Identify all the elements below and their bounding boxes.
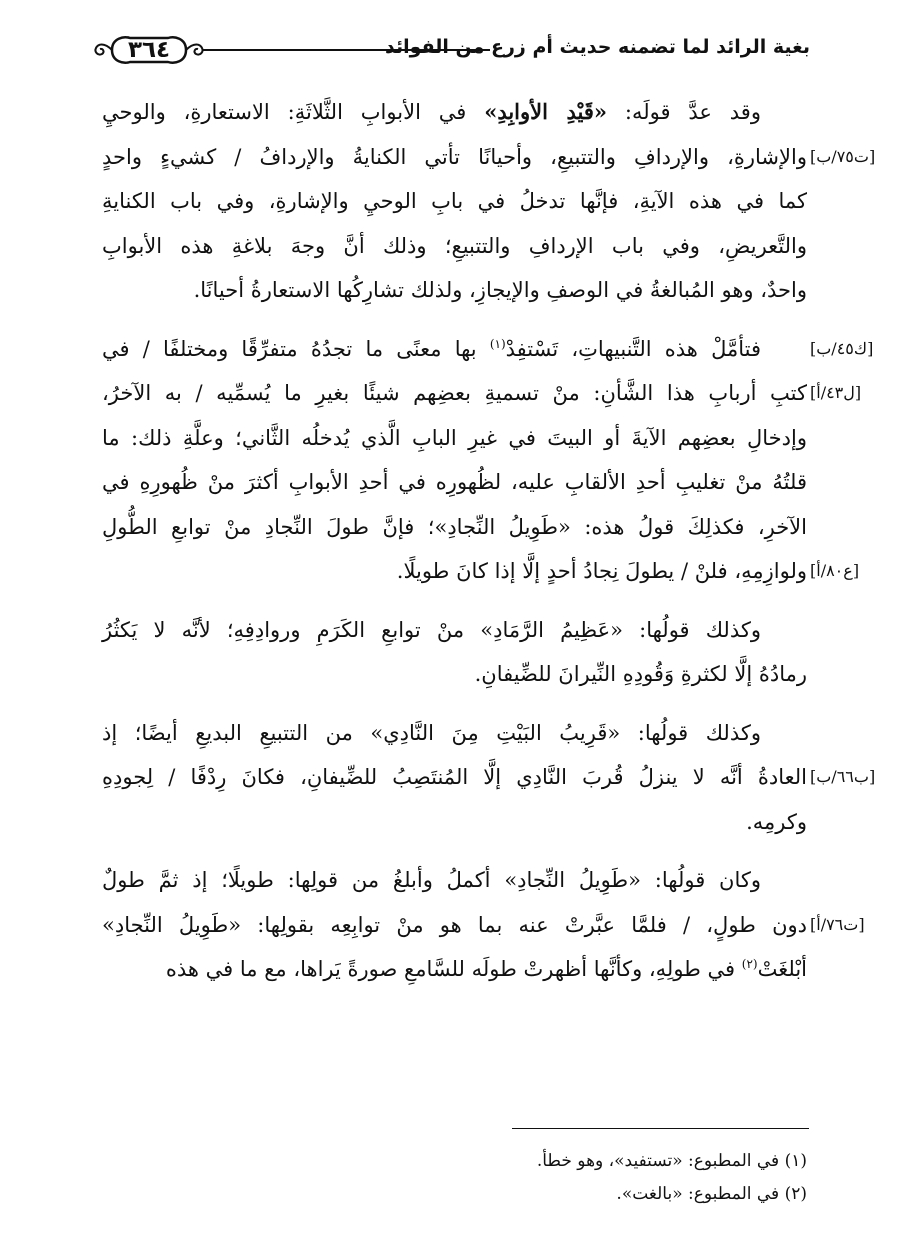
manuscript-folio-ref: [ت٧٥/ب] xyxy=(810,146,876,166)
manuscript-folio-ref: [ك٤٥/ب] xyxy=(810,338,874,358)
text-run: وقد عدَّ قولَه: xyxy=(607,100,761,124)
text-run: دون طولٍ، / فلمَّا عبَّرتْ عنه بما هو منْ توابِعِه بقولِها: «طَوِيلُ النِّجادِ» xyxy=(102,912,807,937)
text-run: والتَّعريضِ، وفي باب الإردافِ والتتبيعِ؛ وذلك أنَّ وجهَ بلاغةِ هذه الأبوابِ xyxy=(102,233,807,258)
page-number-ornament xyxy=(90,32,208,68)
text-run: وكذلك قولُها: «عَظِيمُ الرَّمَادِ» منْ توابعِ الكَرَمِ وروادِفِهِ؛ لأنَّه لا يَكثُرُ xyxy=(102,617,761,642)
text-line xyxy=(102,652,807,697)
text-run: وإدخالِ بعضِهم الآيةَ أو البيتَ في غيرِ البابِ الَّذي يُدخلُه الثَّاني؛ وعلَّةِ ذلك: ما xyxy=(102,425,807,450)
paragraph xyxy=(102,327,874,594)
text-line xyxy=(102,549,860,594)
footnote-separator xyxy=(512,1128,809,1129)
text-run: في طولِهِ، وكأنَّها أظهرتْ طولَه للسَّامعِ صورةً يَراها، مع ما في هذه xyxy=(165,957,742,981)
manuscript-folio-ref: [ت٧٦/أ] xyxy=(810,914,865,934)
paragraph xyxy=(102,711,876,845)
text-run: كتبِ أربابِ هذا الشَّأنِ: منْ تسميةِ بعضِهم شيئًا بغيرِ ما يُسمِّيه / به الآخرُ، xyxy=(102,381,807,405)
text-run: كما في هذه الآيةِ، فإنَّها تدخلُ في بابِ الوحيِ والإشارةِ، وفي باب الكنايةِ xyxy=(102,189,807,213)
main-text xyxy=(102,90,876,1006)
text-run: أبْلغَتْ xyxy=(757,957,807,981)
text-run: وكان قولُها: «طَوِيلُ النِّجادِ» أكملُ وأبلغُ من قولِها: طويلًا؛ إذ ثمَّ طولٌ xyxy=(102,868,761,892)
text-run: وكرمِه. xyxy=(746,809,807,834)
paragraph xyxy=(102,608,807,697)
text-line xyxy=(102,224,807,269)
text-line xyxy=(102,371,862,416)
paragraph xyxy=(102,90,876,313)
text-line xyxy=(102,800,807,845)
text-run: العادةُ أنَّه لا ينزلُ قُربَ النَّادِي إلَّا المُنتَصِبُ للضِّيفانِ، فكانَ رِدْفًا / لِجودِهِ xyxy=(102,765,807,789)
text-line xyxy=(102,460,807,505)
text-run: والإشارةِ، والإردافِ والتتبيعِ، وأحيانًا تأتي الكنايةُ والإردافُ / كشيءٍ واحدٍ xyxy=(102,144,807,169)
text-line xyxy=(102,711,807,756)
text-line xyxy=(102,755,876,800)
manuscript-folio-ref: [ل٤٣/أ] xyxy=(810,383,862,402)
text-line xyxy=(102,608,807,653)
text-line xyxy=(102,858,807,903)
text-run: واحدٌ، وهو المُبالغةُ في الوصفِ والإيجازِ، ولذلك تشارِكُها الاستعارةُ أحيانًا. xyxy=(193,278,807,302)
text-run: فتأمَّلْ هذه التَّنبيهاتِ، تَسْتفِدْ xyxy=(505,336,761,361)
text-run: رمادُهُ إلَّا لكثرةِ وَقُودِهِ النِّيرانَ للضِّيفانِ. xyxy=(474,662,807,686)
footnote-marker[interactable]: (٢) xyxy=(741,957,758,971)
text-line xyxy=(102,416,807,461)
text-line xyxy=(102,505,807,550)
text-run: وكذلك قولُها: «قَرِيبُ البَيْتِ مِنَ النَّادِي» من التتبيعِ البديعِ أيضًا؛ إذ xyxy=(102,720,761,745)
text-line xyxy=(102,268,807,313)
footnotes xyxy=(300,1145,807,1211)
page-header xyxy=(90,28,810,72)
footnote-item: (٢) في المطبوع: «بالغت». xyxy=(616,1184,807,1204)
text-run: بها معنًى ما تجدُهُ متفرِّقًا ومختلفًا / في xyxy=(102,336,490,361)
text-run: الآخرِ، فكذلِكَ قولُ هذه: «طَوِيلُ النِّجادِ»؛ فإنَّ طولَ النِّجادِ منْ توابعِ الطُّولِ xyxy=(102,514,807,539)
quoted-phrase: «قَيْدِ الأوابِدِ» xyxy=(484,99,607,124)
text-line xyxy=(102,179,807,224)
text-line xyxy=(102,135,876,180)
footnote-marker[interactable]: (١) xyxy=(489,336,506,351)
text-run: ولوازِمِهِ، فلنْ / يطولَ نِجادُ أحدٍ إلَّا إذا كانَ طويلًا. xyxy=(396,559,807,583)
footnote-item: (١) في المطبوع: «تستفيد»، وهو خطأ. xyxy=(536,1151,807,1171)
manuscript-folio-ref: [ع٨٠/أ] xyxy=(810,561,860,580)
text-line xyxy=(102,903,865,948)
manuscript-folio-ref: [ب٦٦/ب] xyxy=(810,767,876,786)
text-run: قلتُهُ منْ تغليبِ أحدِ الألقابِ عليه، لظُهورِه في أحدِ الأبوابِ أكثرَ منْ ظُهورِهِ في xyxy=(102,470,807,494)
text-line xyxy=(102,90,807,135)
text-run: في الأبوابِ الثَّلاثَةِ: الاستعارةِ، والوحيِ xyxy=(102,100,485,124)
page-number: ٣٦٤ xyxy=(127,37,171,63)
text-line xyxy=(102,327,874,372)
text-line xyxy=(102,947,807,992)
running-title: بغية الرائد لما تضمنه حديث أم زرع من الفوائد xyxy=(385,36,810,58)
paragraph xyxy=(102,858,865,992)
